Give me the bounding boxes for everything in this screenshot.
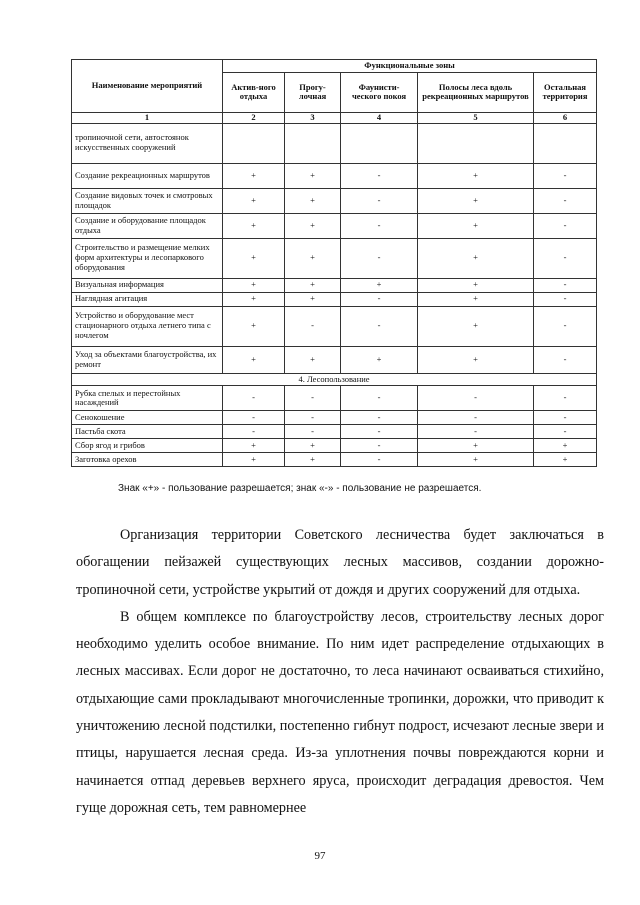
header-zone-fauna: Фаунисти-ческого покоя xyxy=(341,72,418,112)
permission-cell xyxy=(223,123,285,163)
permission-cell: + xyxy=(418,439,534,453)
permission-cell: - xyxy=(418,411,534,425)
permission-cell: - xyxy=(341,188,418,213)
header-zone-forest-strips: Полосы леса вдоль рекреационных маршрутов xyxy=(418,72,534,112)
permission-cell: + xyxy=(223,346,285,373)
table-row xyxy=(72,346,597,373)
permission-cell: - xyxy=(223,411,285,425)
table-row xyxy=(72,439,597,453)
permission-cell: - xyxy=(341,238,418,278)
permission-cell: - xyxy=(534,346,597,373)
header-zone-walking: Прогу-лочная xyxy=(285,72,341,112)
permission-cell: - xyxy=(534,188,597,213)
permission-cell: + xyxy=(223,163,285,188)
permission-cell: + xyxy=(223,278,285,292)
permission-cell: - xyxy=(534,213,597,238)
permission-cell: - xyxy=(341,213,418,238)
permission-cell: + xyxy=(418,163,534,188)
column-number: 1 xyxy=(72,112,223,123)
functional-zones-table-container xyxy=(71,59,596,467)
permission-cell: - xyxy=(534,163,597,188)
permission-cell: - xyxy=(285,425,341,439)
permission-cell: + xyxy=(418,278,534,292)
permission-cell: - xyxy=(341,386,418,411)
permission-cell: - xyxy=(341,306,418,346)
permission-cell: - xyxy=(285,386,341,411)
permission-cell: - xyxy=(534,292,597,306)
measure-name-cell: Создание видовых точек и смотровых площадок xyxy=(72,188,223,213)
permission-cell: + xyxy=(223,306,285,346)
permission-cell xyxy=(534,123,597,163)
table-row xyxy=(72,238,597,278)
permission-cell: + xyxy=(223,213,285,238)
permission-cell: + xyxy=(223,439,285,453)
table-row xyxy=(72,163,597,188)
permission-cell: + xyxy=(223,188,285,213)
table-row xyxy=(72,411,597,425)
permission-cell: + xyxy=(534,439,597,453)
permission-cell: + xyxy=(285,188,341,213)
table-row xyxy=(72,425,597,439)
table-legend-note: Знак «+» - пользование разрешается; знак «-» - пользование не разрешается. xyxy=(118,483,482,494)
permission-cell: + xyxy=(418,306,534,346)
measure-name-cell: Создание и оборудование площадок отдыха xyxy=(72,213,223,238)
permission-cell: - xyxy=(418,386,534,411)
table-row xyxy=(72,278,597,292)
permission-cell: - xyxy=(534,386,597,411)
permission-cell: + xyxy=(534,453,597,467)
column-number-row xyxy=(72,112,597,123)
permission-cell: + xyxy=(285,346,341,373)
permission-cell: - xyxy=(285,411,341,425)
header-functional-zones: Функциональные зоны xyxy=(223,60,597,73)
permission-cell: + xyxy=(285,453,341,467)
measure-name-cell: Сенокошение xyxy=(72,411,223,425)
measure-name-cell: Создание рекреационных маршрутов xyxy=(72,163,223,188)
measure-name-cell: Наглядная агитация xyxy=(72,292,223,306)
column-number: 2 xyxy=(223,112,285,123)
permission-cell: + xyxy=(285,238,341,278)
permission-cell: - xyxy=(223,425,285,439)
permission-cell: + xyxy=(418,188,534,213)
header-zone-other: Остальная территория xyxy=(534,72,597,112)
permission-cell: + xyxy=(223,292,285,306)
paragraph: В общем комплексе по благоустройству лесов, строительству лесных дорог необходимо уделить особое внимание. По ним идет распределение отдыхающих в лесных массивах. Если дорог не достаточно, то леса начинают осваиваться стихийно, отдыхающие сами прокладывают многочисленные тропинки, дорожки, что приводит к уничтожению лесной подстилки, постепенно гибнут подрост, исчезают лесные звери и птицы, нарушается лесная среда. Из-за уплотнения почвы повреждаются корни и начинается отпад деревьев верхнего яруса, происходит деградация древостоя. Чем гуще дорожная сеть, тем равномернее xyxy=(76,608,604,816)
permission-cell: - xyxy=(534,425,597,439)
permission-cell: - xyxy=(534,278,597,292)
column-number: 4 xyxy=(341,112,418,123)
section-title: 4. Лесопользование xyxy=(72,373,597,386)
measure-name-cell: Строительство и размещение мелких форм архитектуры и лесопаркового оборудования xyxy=(72,238,223,278)
header-zone-active: Актив-ного отдыха xyxy=(223,72,285,112)
permission-cell: + xyxy=(418,346,534,373)
paragraph: Организация территории Советского лесничества будет заключаться в обогащении пейзажей существующих лесных массивов, создании дорожно-тропиночной сети, устройстве укрытий от дождя и других сооружений для отдыха. xyxy=(76,527,604,598)
permission-cell: + xyxy=(223,238,285,278)
permission-cell: + xyxy=(223,453,285,467)
permission-cell: + xyxy=(418,213,534,238)
permission-cell: - xyxy=(534,306,597,346)
permission-cell xyxy=(418,123,534,163)
measure-name-cell: Уход за объектами благоустройства, их ремонт xyxy=(72,346,223,373)
permission-cell: + xyxy=(285,278,341,292)
permission-cell: + xyxy=(285,213,341,238)
permission-cell: - xyxy=(341,439,418,453)
permission-cell: + xyxy=(418,453,534,467)
table-row xyxy=(72,123,597,163)
column-number: 3 xyxy=(285,112,341,123)
measure-name-cell: Визуальная информация xyxy=(72,278,223,292)
measure-name-cell: Пастьба скота xyxy=(72,425,223,439)
table-row xyxy=(72,453,597,467)
permission-cell xyxy=(341,123,418,163)
permission-cell: + xyxy=(285,439,341,453)
permission-cell: + xyxy=(418,238,534,278)
permission-cell: - xyxy=(341,163,418,188)
permission-cell: + xyxy=(341,346,418,373)
page-number: 97 xyxy=(314,850,326,862)
permission-cell: - xyxy=(341,411,418,425)
table-row xyxy=(72,386,597,411)
table-body-forest-use xyxy=(72,386,597,467)
permission-cell: - xyxy=(341,292,418,306)
permission-cell: - xyxy=(341,425,418,439)
measure-name-cell: Рубка спелых и перестойных насаждений xyxy=(72,386,223,411)
permission-cell: - xyxy=(534,238,597,278)
table-row xyxy=(72,213,597,238)
permission-cell: - xyxy=(534,411,597,425)
table-section-forest-use xyxy=(72,373,597,386)
body-text xyxy=(76,522,604,822)
permission-cell: + xyxy=(285,292,341,306)
table-body-improvement xyxy=(72,123,597,373)
permission-cell xyxy=(285,123,341,163)
table-row xyxy=(72,306,597,346)
permission-cell: - xyxy=(285,306,341,346)
permission-cell: + xyxy=(285,163,341,188)
column-number: 6 xyxy=(534,112,597,123)
table-row xyxy=(72,188,597,213)
functional-zones-table xyxy=(71,59,597,467)
table-row xyxy=(72,292,597,306)
permission-cell: - xyxy=(223,386,285,411)
permission-cell: + xyxy=(341,278,418,292)
measure-name-cell: Сбор ягод и грибов xyxy=(72,439,223,453)
measure-name-cell: Устройство и оборудование мест стационарного отдыха летнего типа с ночлегом xyxy=(72,306,223,346)
measure-name-cell: Заготовка орехов xyxy=(72,453,223,467)
permission-cell: - xyxy=(418,425,534,439)
permission-cell: - xyxy=(341,453,418,467)
column-number: 5 xyxy=(418,112,534,123)
permission-cell: + xyxy=(418,292,534,306)
header-measures: Наименование мероприятий xyxy=(72,60,223,113)
measure-name-cell: тропиночной сети, автостоянок искусственных сооружений xyxy=(72,123,223,163)
